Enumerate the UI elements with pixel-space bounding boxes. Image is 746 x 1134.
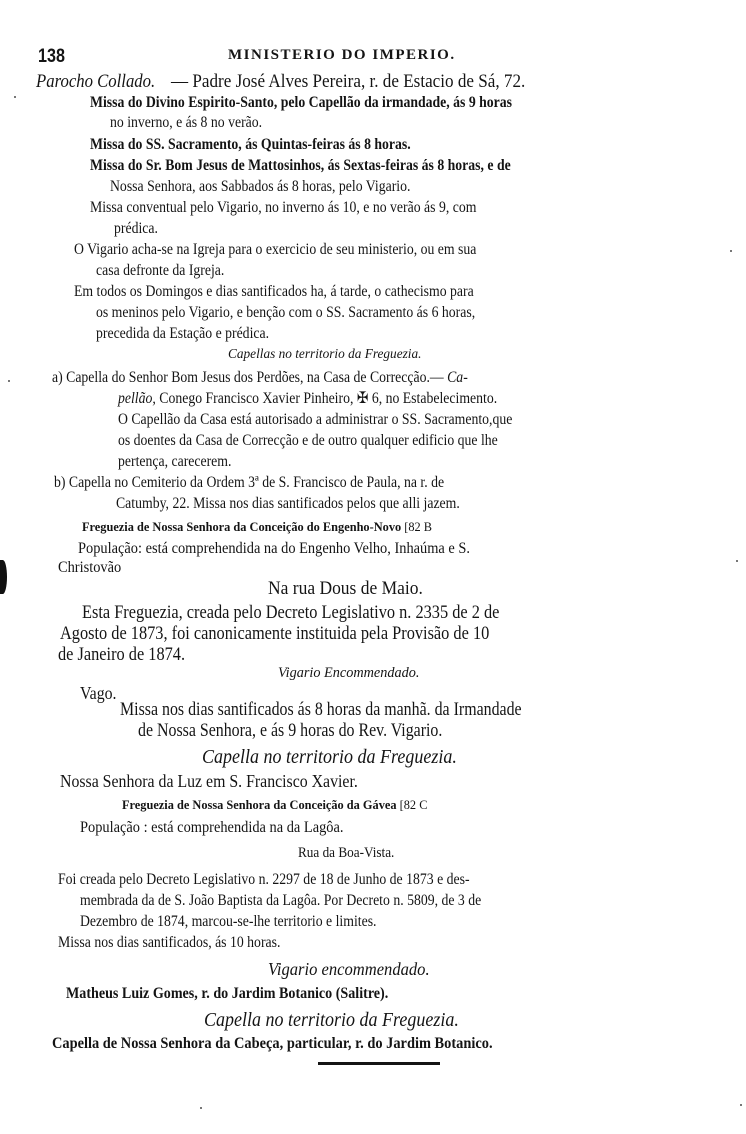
scan-speck bbox=[736, 560, 738, 562]
list-marker-b: b) bbox=[54, 474, 66, 491]
list-marker-a: a) bbox=[52, 369, 63, 386]
text-line: Missa conventual pelo Vigario, no inverno ás 10, e no verão ás 9, com bbox=[90, 199, 477, 216]
text-line: prédica. bbox=[114, 220, 158, 237]
history-line: Agosto de 1873, foi canonicamente instituida pela Provisão de 10 bbox=[60, 623, 490, 644]
capella-a-italic: Ca- bbox=[447, 369, 468, 386]
scan-speck bbox=[200, 1107, 202, 1109]
vigario-heading: Vigario encommendado. bbox=[268, 959, 430, 979]
text-line: Missa do Sr. Bom Jesus de Mattosinhos, ás Sextas-feiras ás 8 horas, e de bbox=[90, 157, 511, 174]
section-title-gavea bbox=[122, 798, 444, 811]
page-number: 138 bbox=[38, 46, 65, 67]
running-title: MINISTERIO DO IMPERIO. bbox=[228, 47, 456, 63]
history-line: de Janeiro de 1874. bbox=[58, 644, 186, 665]
text-line: O Vigario acha-se na Igreja para o exercicio de seu ministerio, ou em sua bbox=[74, 241, 477, 258]
vago-text: Vago. bbox=[80, 683, 117, 703]
text-line: Em todos os Domingos e dias santificados ha, á tarde, o cathecismo para bbox=[74, 283, 474, 300]
populacao-line: Christovão bbox=[58, 559, 122, 576]
capella-a-text: 6, no Estabelecimento. bbox=[371, 390, 498, 407]
text-line: os meninos pelo Vigario, e benção com o SS. Sacramento ás 6 horas, bbox=[96, 304, 476, 321]
end-rule-divider bbox=[318, 1062, 440, 1065]
history-line: Dezembro de 1874, marcou-se-lhe territorio e limites. bbox=[80, 913, 377, 930]
vigario-heading: Vigario Encommendado. bbox=[278, 665, 420, 681]
text-line: Missa do SS. Sacramento, ás Quintas-feiras ás 8 horas. bbox=[90, 136, 411, 153]
reference-mark: [82 C bbox=[399, 797, 428, 812]
order-cross-icon: ✠ bbox=[356, 390, 369, 407]
capella-heading: Capella no territorio da Freguezia. bbox=[202, 746, 457, 768]
history-line: Esta Freguezia, creada pelo Decreto Legislativo n. 2335 de 2 de bbox=[82, 602, 500, 623]
capella-a-text: Conego Francisco Xavier Pinheiro, bbox=[159, 390, 354, 407]
reference-mark: [82 B bbox=[404, 519, 433, 534]
text-line: no inverno, e ás 8 no verão. bbox=[110, 114, 263, 131]
scan-speck bbox=[14, 96, 16, 98]
history-line: membrada da de S. João Baptista da Lagôa. Por Decreto n. 5809, de 3 de bbox=[80, 892, 482, 909]
populacao-line: População: está comprehendida na do Engenho Velho, Inhaúma e S. bbox=[78, 540, 471, 557]
capella-a-text: Capella do Senhor Bom Jesus dos Perdões, na Casa de Correcção.— bbox=[66, 369, 444, 386]
vigario-line: Matheus Luiz Gomes, r. do Jardim Botanico (Salitre). bbox=[66, 985, 389, 1002]
text-line: O Capellão da Casa está autorisado a administrar o SS. Sacramento,que bbox=[118, 411, 513, 428]
history-line: Foi creada pelo Decreto Legislativo n. 2297 de 18 de Junho de 1873 e des- bbox=[58, 871, 470, 888]
missa-line: de Nossa Senhora, e ás 9 horas do Rev. Vigario. bbox=[138, 721, 443, 741]
capellas-heading: Capellas no territorio da Freguezia. bbox=[228, 347, 422, 362]
freguezia-title: Freguezia de Nossa Senhora da Conceição do Engenho-Novo bbox=[82, 519, 402, 534]
text-line: Catumby, 22. Missa nos dias santificados pelos que alli jazem. bbox=[116, 495, 460, 512]
capella-line: Nossa Senhora da Luz em S. Francisco Xavier. bbox=[60, 771, 358, 791]
capella-a-line bbox=[118, 391, 559, 407]
scan-speck bbox=[8, 380, 10, 382]
capella-b-text: Capella no Cemiterio da Ordem 3ª de S. Francisco de Paula, na r. de bbox=[68, 474, 445, 491]
text-line: Missa do Divino Espirito-Santo, pelo Capellão da irmandade, ás 9 horas bbox=[90, 94, 513, 111]
capella-heading: Capella no territorio da Freguezia. bbox=[204, 1009, 459, 1031]
capella-a-line bbox=[52, 370, 535, 386]
ink-blot bbox=[0, 560, 7, 594]
text-line: pertença, carecerem. bbox=[118, 453, 232, 470]
missa-line: Missa nos dias santificados ás 8 horas da manhã. da Irmandade bbox=[120, 700, 522, 720]
populacao-line: População : está comprehendida na da Lagôa. bbox=[80, 819, 344, 836]
parocho-text: — Padre José Alves Pereira, r. de Estacio de Sá, 72. bbox=[171, 71, 526, 92]
missa-line: Missa nos dias santificados, ás 10 horas. bbox=[58, 934, 281, 951]
capella-a-italic: pellão, bbox=[118, 390, 156, 407]
parocho-label: Parocho Collado. bbox=[36, 71, 156, 92]
capella-line: Capella de Nossa Senhora da Cabeça, particular, r. do Jardim Botanico. bbox=[52, 1035, 493, 1052]
street-heading: Rua da Boa-Vista. bbox=[298, 845, 395, 861]
text-line: precedida da Estação e prédica. bbox=[96, 325, 270, 342]
scan-speck bbox=[730, 250, 732, 252]
text-line: casa defronte da Igreja. bbox=[96, 262, 225, 279]
capella-b-line bbox=[54, 475, 508, 491]
street-heading: Na rua Dous de Maio. bbox=[268, 578, 423, 599]
scan-speck bbox=[740, 1104, 742, 1106]
parocho-line bbox=[36, 72, 565, 91]
section-title-engenho-novo bbox=[82, 520, 450, 533]
text-line: os doentes da Casa de Correcção e de outro qualquer edificio que lhe bbox=[118, 432, 498, 449]
freguezia-title: Freguezia de Nossa Senhora da Conceição da Gávea bbox=[122, 797, 397, 812]
text-line: Nossa Senhora, aos Sabbados ás 8 horas, pelo Vigario. bbox=[110, 178, 411, 195]
